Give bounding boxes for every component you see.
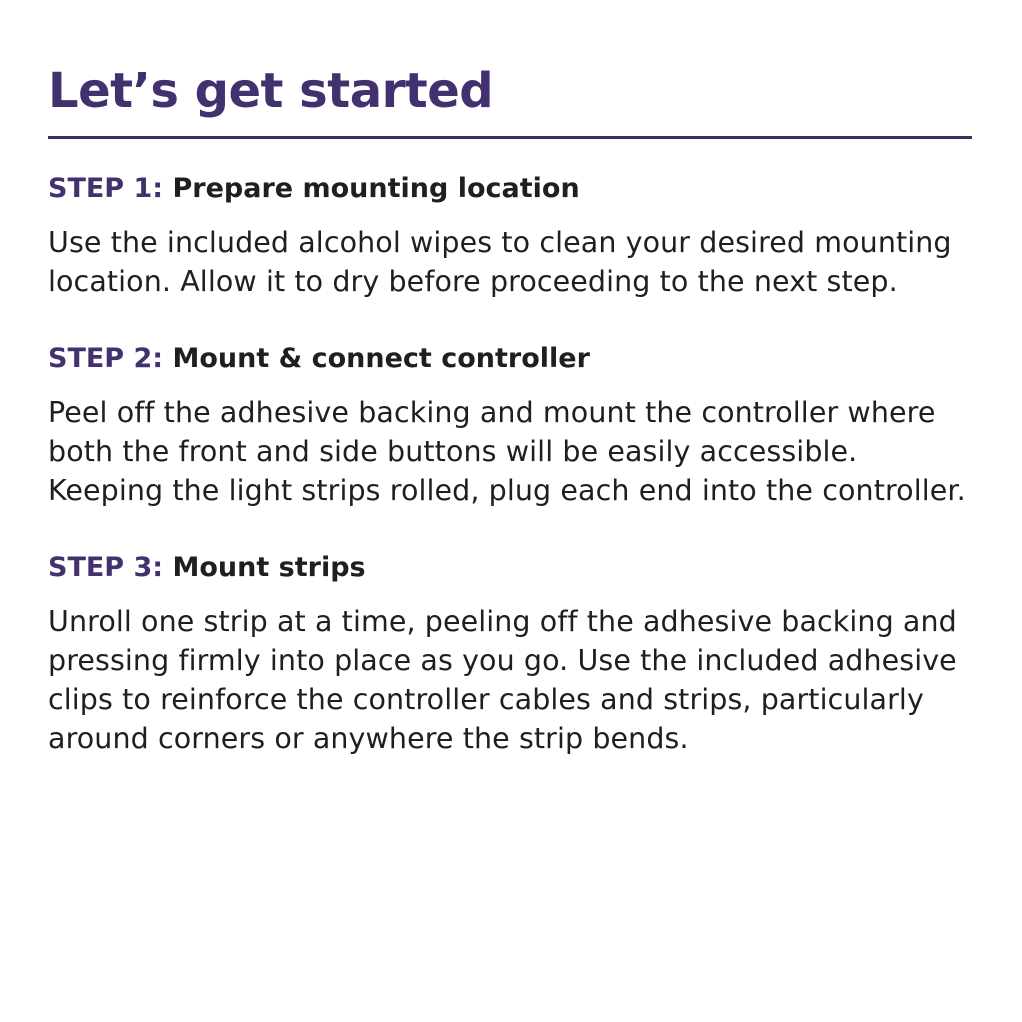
step-body: Peel off the adhesive backing and mount the controller where both the front and side buttons will be easily accessible. Keeping the light strips rolled, plug each end into the controller.: [48, 396, 966, 507]
step-heading: [48, 341, 972, 377]
step-body: Use the included alcohol wipes to clean your desired mounting location. Allow it to dry before proceeding to the next step.: [48, 226, 952, 298]
step-heading: [48, 171, 972, 207]
title-divider: [48, 136, 972, 139]
step-2: [48, 341, 972, 510]
step-3: [48, 550, 972, 758]
step-heading: [48, 550, 972, 586]
step-body: Unroll one strip at a time, peeling off the adhesive backing and pressing firmly into place as you go. Use the included adhesive clips to reinforce the controller cables and strips, particularly around corners or anywhere the strip bends.: [48, 605, 957, 755]
step-label: STEP 1:: [48, 173, 164, 204]
step-title: Mount & connect controller: [172, 343, 590, 374]
step-label: STEP 3:: [48, 552, 164, 583]
step-1: [48, 171, 972, 301]
step-title: Prepare mounting location: [172, 173, 580, 204]
step-label: STEP 2:: [48, 343, 164, 374]
instructions-page: [48, 56, 972, 798]
step-title: Mount strips: [172, 552, 366, 583]
page-title: Let’s get started: [48, 63, 494, 119]
